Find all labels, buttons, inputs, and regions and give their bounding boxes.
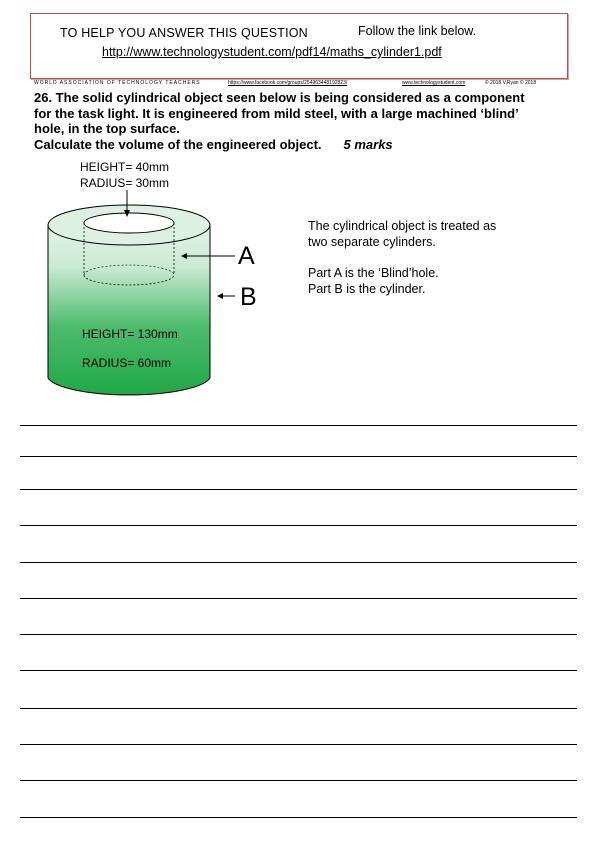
answer-line[interactable] [20,634,577,635]
answer-line[interactable] [20,780,577,781]
question-marks: 5 marks [343,136,393,152]
answer-line[interactable] [20,425,577,426]
answer-line[interactable] [20,708,577,709]
question-block [34,90,564,152]
note-line-2: two separate cylinders. [308,235,436,249]
answer-line[interactable] [20,456,577,457]
help-follow-text: Follow the link below. [358,24,477,38]
footer-site-link[interactable]: www.technologystudent.com [402,80,466,86]
footer-strip [30,80,568,90]
blind-hole-opening [84,213,174,233]
note-line-3: Part A is the ‘Blind’hole. [308,266,439,280]
question-line-3: hole, in the top surface. [34,121,180,136]
answer-line[interactable] [20,817,577,818]
answer-line[interactable] [20,489,577,490]
note-line-4: Part B is the cylinder. [308,282,426,296]
part-a-label: A [238,242,255,270]
help-lead-text: TO HELP YOU ANSWER THIS QUESTION [60,26,308,40]
hole-radius-label: RADIUS= 30mm [80,176,170,190]
question-line-1: 26. The solid cylindrical object seen below is being considered as a component [34,90,525,105]
answer-line[interactable] [20,562,577,563]
cylinder-radius-label: RADIUS= 60mm [82,356,172,370]
answer-line[interactable] [20,744,577,745]
note-line-1: The cylindrical object is treated as [308,219,497,233]
answer-line[interactable] [20,525,577,526]
answer-line[interactable] [20,670,577,671]
footer-copyright: © 2018 V.Ryan © 2018 [485,80,537,86]
cylinder-height-label: HEIGHT= 130mm [82,327,178,341]
question-instruction: Calculate the volume of the engineered object. [34,136,322,152]
footer-org: WORLD ASSOCIATION OF TECHNOLOGY TEACHERS [34,80,201,86]
help-link[interactable]: http://www.technologystudent.com/pdf14/maths_cylinder1.pdf [102,45,442,59]
answer-line[interactable] [20,598,577,599]
footer-facebook-link[interactable]: https://www.facebook.com/groups/254963448192823/ [228,80,348,86]
hole-height-label: HEIGHT= 40mm [80,160,170,174]
part-b-label: B [240,283,257,311]
question-line-4 [34,137,564,153]
question-line-2: for the task light. It is engineered from mild steel, with a large machined ‘blind’ [34,105,519,121]
